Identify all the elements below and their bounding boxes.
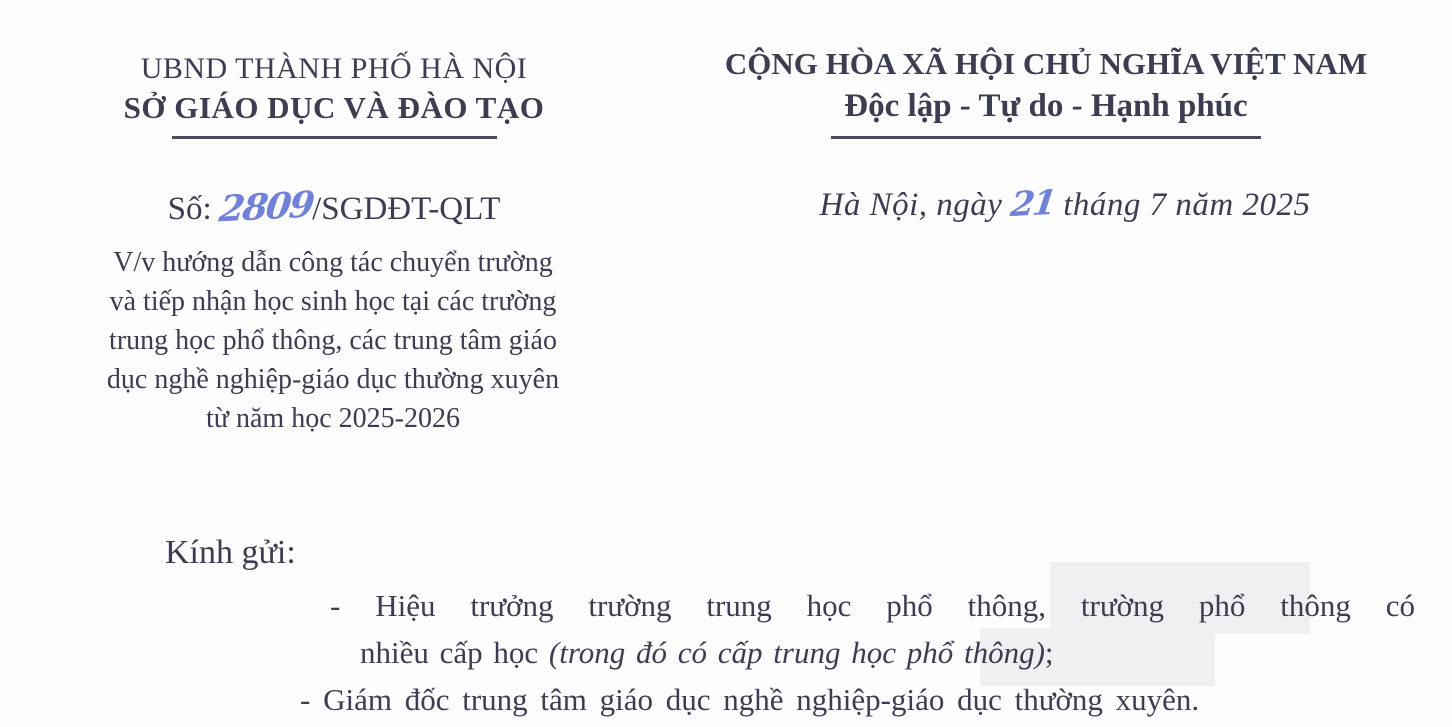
recipient-line2-parenthetical: (trong đó có cấp trung học phổ thông) bbox=[548, 635, 1045, 670]
recipients-block bbox=[300, 582, 1440, 723]
subject-line: từ năm học 2025-2026 bbox=[206, 403, 460, 434]
reference-suffix: /SGDĐT-QLT bbox=[312, 191, 501, 227]
subject-line: dục nghề nghiệp-giáo dục thường xuyên bbox=[106, 364, 560, 395]
left-header-underline bbox=[172, 136, 497, 139]
date-line bbox=[680, 184, 1450, 224]
subject-line: V/v hướng dẫn công tác chuyển trường bbox=[113, 247, 553, 278]
subject-line: trung học phổ thông, các trung tâm giáo bbox=[109, 325, 557, 356]
issuing-authority-parent: UBND THÀNH PHỐ HÀ NỘI bbox=[140, 52, 528, 85]
national-title: CỘNG HÒA XÃ HỘI CHỦ NGHĨA VIỆT NAM bbox=[724, 46, 1368, 81]
date-prefix: Hà Nội, ngày bbox=[819, 187, 1012, 223]
date-suffix: tháng 7 năm 2025 bbox=[1054, 187, 1311, 223]
reference-number-handwritten: 2809 bbox=[216, 183, 316, 231]
recipient-line bbox=[360, 629, 1440, 676]
reference-number-line bbox=[38, 183, 630, 231]
recipient-line: - Hiệu trưởng trường trung học phổ thông, trường phổ thông có bbox=[330, 588, 1415, 623]
salutation: Kính gửi: bbox=[165, 534, 296, 571]
subject-block bbox=[30, 243, 636, 438]
recipient-line2-post: ; bbox=[1044, 635, 1054, 670]
date-day-handwritten: 21 bbox=[1008, 182, 1058, 226]
subject-line: và tiếp nhận học sinh học tại các trường bbox=[109, 286, 557, 317]
national-motto: Độc lập - Tự do - Hạnh phúc bbox=[844, 88, 1248, 124]
right-header-underline bbox=[831, 136, 1261, 139]
issuing-authority-block bbox=[38, 50, 630, 139]
reference-prefix: Số: bbox=[167, 191, 220, 227]
recipient-line: - Giám đốc trung tâm giáo dục nghề nghiệp-giáo dục thường xuyên. bbox=[300, 682, 1200, 717]
recipient-line2-pre: nhiều cấp học bbox=[360, 635, 549, 670]
issuing-authority-department: SỞ GIÁO DỤC VÀ ĐÀO TẠO bbox=[123, 90, 545, 125]
national-header-block bbox=[650, 44, 1442, 139]
